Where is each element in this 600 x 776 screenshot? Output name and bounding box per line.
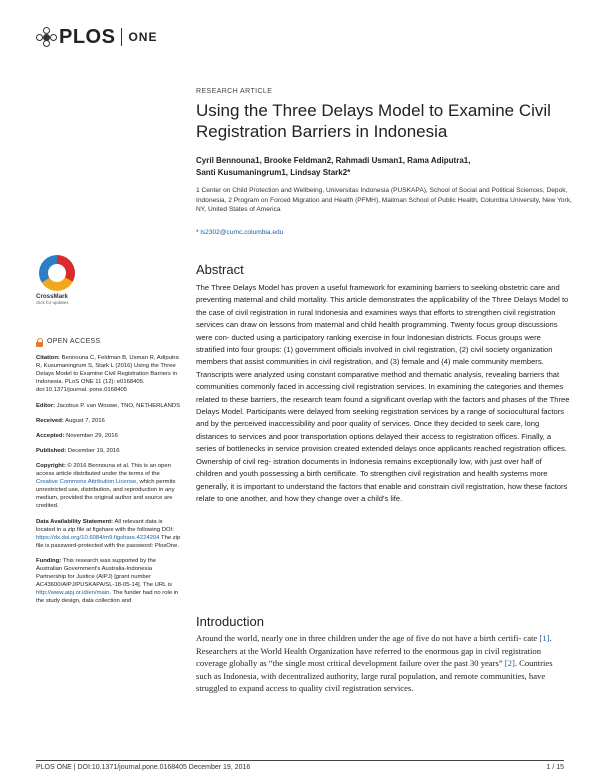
plos-logo-icon	[36, 27, 56, 47]
page-number: 1 / 15	[546, 764, 564, 771]
article-sidebar	[36, 338, 182, 612]
author-line-1: Cyril Bennouna1, Brooke Feldman2, Rahmadi Usman1, Rama Adiputra1,	[196, 156, 471, 165]
crossmark-label: CrossMark	[36, 293, 68, 300]
email-link[interactable]: ls2302@cumc.columbia.edu	[200, 229, 284, 236]
author-list	[196, 155, 576, 179]
crossmark-badge[interactable]	[36, 255, 82, 305]
footer-citation: PLOS ONE | DOI:10.1371/journal.pone.0168405 December 19, 2016	[36, 764, 251, 771]
journal-header	[36, 26, 157, 48]
accepted-date: Accepted: November 29, 2016	[36, 432, 118, 439]
published-date: Published: December 19, 2016	[36, 447, 120, 454]
funder-link[interactable]: http://www.aipj.or.id/en/main	[36, 590, 110, 597]
footer-divider	[36, 760, 564, 761]
open-access-badge	[36, 338, 182, 346]
author-line-2: Santi Kusumaningrum1, Lindsay Stark2*	[196, 168, 351, 177]
page-footer	[36, 764, 564, 771]
article-title: Using the Three Delays Model to Examine Civil Registration Barriers in Indonesia	[196, 101, 551, 141]
introduction-text: Around the world, nearly one in three children under the age of five do not have a birth certifi- cate [1]. Researchers at the World Health Organization have referred to the enormous gap in civil registration coverage globally as “the single most critical development failure over the past 30 years” [2]. Countries such as Indonesia, with decentralized authority, large rural population, and remote communities, have struggled to expand access to quality civil registration services.	[196, 633, 553, 694]
copyright-block: Copyright: © 2016 Bennouna et al. This is an open access article distributed under the terms of the Creative Commons Attribution License, which permits unrestricted use, distribution, and reproduction in any medium, provided the original author and source are credited.	[36, 462, 176, 510]
open-access-label: OPEN ACCESS	[47, 338, 101, 345]
data-availability-block: Data Availability Statement: All relevant data is located in a zip file at figshare with the following DOI: https://dx.doi.org/10.6084/m9.figshare.4224204 The zip file is password-protected with the password: PlosOne.	[36, 518, 181, 549]
crossmark-sublabel: click for updates	[36, 300, 69, 305]
reference-link-2[interactable]: [2]	[504, 658, 515, 669]
corresponding-email	[196, 229, 283, 236]
license-link[interactable]: Creative Commons Attribution License	[36, 479, 137, 486]
received-date: Received: August 7, 2016	[36, 417, 105, 424]
affiliations: 1 Center on Child Protection and Wellbeing, Universitas Indonesia (PUSKAPA), School of Social and Political Sciences, Depok, Indonesia, 2 Program on Forced Migration and Health (PFMH), Mailman School of Public Health, Columbia University, New York, NY, United States of America	[196, 187, 572, 213]
plos-logo-text: PLOS	[59, 25, 116, 48]
figshare-link[interactable]: https://dx.doi.org/10.6084/m9.figshare.4224204	[36, 534, 160, 541]
citation-block: Citation: Bennouna C, Feldman B, Usman R, Adiputra R, Kusumaningrum S, Stark L (2016) Using the Three Delays Model to Examine Civil Registration Barriers in Indonesia. PLoS ONE 11 (12): e0168405. doi:10.1371/journal. pone.0168405	[36, 355, 179, 394]
editor-block: Editor: Jacobus P. van Wouwe, TNO, NETHERLANDS	[36, 402, 181, 409]
logo-divider	[121, 28, 122, 46]
crossmark-icon	[39, 255, 75, 291]
reference-link-1[interactable]: [1]	[539, 633, 550, 643]
introduction-heading: Introduction	[196, 614, 264, 629]
journal-name: ONE	[128, 30, 158, 44]
abstract-heading: Abstract	[196, 262, 244, 277]
open-lock-icon	[36, 338, 43, 346]
article-type: RESEARCH ARTICLE	[196, 88, 273, 95]
abstract-text: The Three Delays Model has proven a useful framework for examining barriers to seeking obstetric care and preventing maternal and child mortality. This article demonstrates the applicability of the Three Delays Model to the case of civil registration in rural Indonesia and examines ways that efforts to strengthen civil registration services can draw on lessons from maternal and child health programming. Twenty focus group discussions were con- ducted using a participatory ranking exercise in four Indonesian districts. Focus groups were stratified into four groups: (1) government officials involved in civil registration, (2) civil society organization members that assist communities in civil registration, and (3) female and (4) male community members. Transcripts were analyzed using constant comparative method and thematic analysis, revealing barriers that communities commonly faced in accessing civil registration services. In examining the categories and themes related to these barriers, the research team found a significant overlap with the factors and phases of the Three Delays Model. Participants were delayed from seeking registration services by a range of sociocultural factors and by the perceived inaccessibility and poor quality of services. Once they decided to seek care, long distances to services and poor transportation options delayed their access to registration offices. Finally, a series of bottlenecks in service provision created extended delays once applicants reached registration offices. Ownership of civil reg- istration documents in Indonesia remains exceptionally low, with just over half of children and youth possessing a birth certificate. To strengthen civil registration and health systems more generally, it is important to understand the factors that enable and constrain civil registration, how these factors relate to one another, and how they change over a child's life.	[196, 283, 570, 503]
email-marker: *	[196, 229, 201, 236]
funding-block: Funding: This research was supported by the Australian Government's Australia-Indonesia Partnership for Justice (AIPJ) [grant number AC43600/AIPJ/PUSKAPA/SL-18-05-14]. The URL is http://www.aipj.or.id/en/main. The funder had no role in the study design, data collection and	[36, 557, 179, 605]
